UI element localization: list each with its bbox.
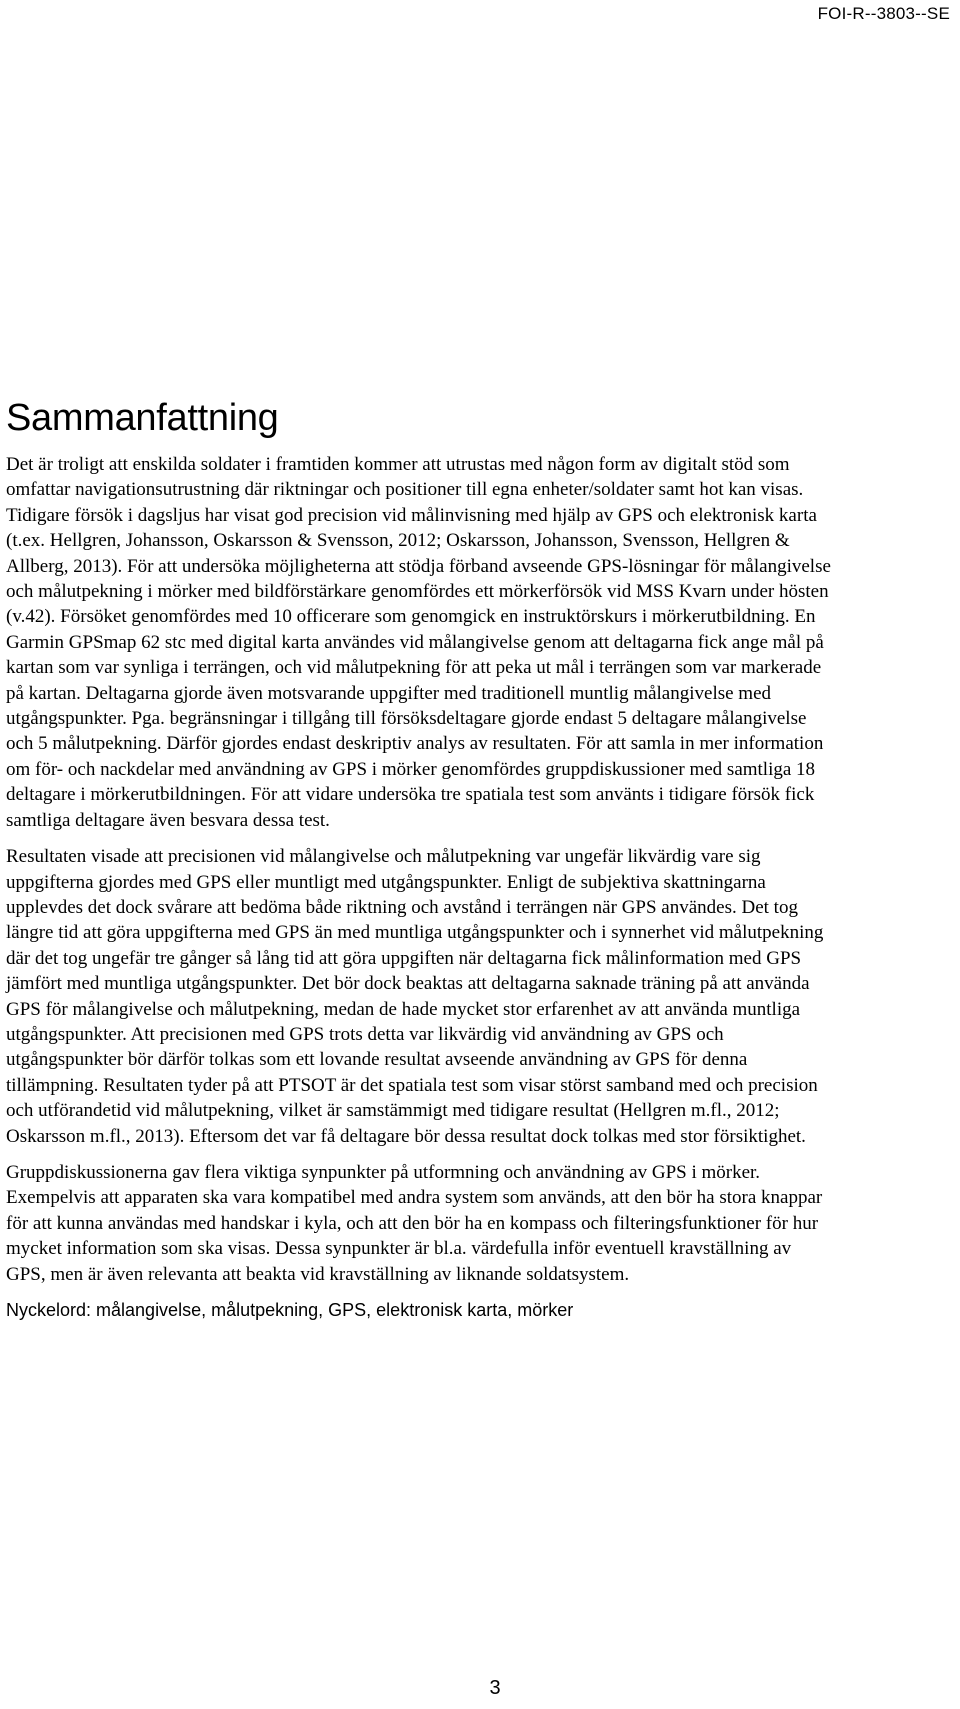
summary-paragraph-2: Resultaten visade att precisionen vid målangivelse och målutpekning var ungefär likvärdig vare sig uppgifterna gjordes med GPS eller muntligt med utgångspunkter. Enligt de subjektiva skattningarna upplevdes det dock svårare att bedöma både riktning och avstånd i terrängen när GPS användes. Det tog längre tid att göra uppgifterna med GPS än med muntliga utgångspunkter och i synnerhet vid målutpekning där det tog ungefär tre gånger så lång tid att göra uppgiften när deltagarna fick målinformation med GPS jämfört med muntliga utgångspunkter. Det bör dock beaktas att deltagarna saknade träning på att använda GPS för målangivelse och målutpekning, medan de hade mycket stor erfarenhet av att använda muntliga utgångspunkter. Att precisionen med GPS trots detta var likvärdig vid användning av GPS och utgångspunkter bör därför tolkas som ett lovande resultat avseende användning av GPS för denna tillämpning. Resultaten tyder på att PTSOT är det spatiala test som visar störst samband med och precision och utförandetid vid målutpekning, vilket är samstämmigt med tidigare resultat (Hellgren m.fl., 2012; Oskarsson m.fl., 2013). Eftersom det var få deltagare bör dessa resultat dock tolkas med stor försiktighet. — [6, 846, 824, 1147]
summary-paragraph-3: Gruppdiskussionerna gav flera viktiga synpunkter på utformning och användning av GPS i mörker. Exempelvis att apparaten ska vara kompatibel med andra system som används, att den bör ha stora knappar för att kunna användas med handskar i kyla, och att den bör ha en kompass och filteringsfunktioner för hur mycket information som ska visas. Dessa synpunkter är bl.a. värdefulla inför eventuell kravställning av GPS, men är även relevanta att beakta vid kravställning av liknande soldatsystem. — [6, 1161, 823, 1285]
page-number: 3 — [489, 1677, 501, 1699]
summary-section — [6, 398, 834, 1323]
section-title: Sammanfattning — [6, 397, 279, 439]
keywords-line: Nyckelord: målangivelse, målutpekning, GPS, elektronisk karta, mörker — [6, 1300, 574, 1320]
summary-paragraph-1: Det är troligt att enskilda soldater i framtiden kommer att utrustas med någon form av digitalt stöd som omfattar navigationsutrustning där riktningar och positioner till egna enheter/soldater samt hot kan visas. Tidigare försök i dagsljus har visat god precision vid målinvisning med hjälp av GPS och elektronisk karta (t.ex. Hellgren, Johansson, Oskarsson & Svensson, 2012; Oskarsson, Johansson, Svensson, Hellgren & Allberg, 2013). För att undersöka möjligheterna att stödja förband avseende GPS-lösningar för målangivelse och målutpekning i mörker med bildförstärkare genomfördes ett mörkerförsök vid MSS Kvarn under hösten (v.42). Försöket genomfördes med 10 officerare som genomgick en instruktörskurs i mörkerutbildning. En Garmin GPSmap 62 stc med digital karta användes vid målangivelse genom att deltagarna fick ange mål på kartan som var synliga i terrängen, och vid målutpekning för att peka ut mål i terrängen som var markerade på kartan. Deltagarna gjorde även motsvarande uppgifter med traditionell muntlig målangivelse med utgångspunkter. Pga. begränsningar i tillgång till försöksdeltagare gjorde endast 5 deltagare målangivelse och 5 målutpekning. Därför gjordes endast deskriptiv analys av resultaten. För att samla in mer information om för- och nackdelar med användning av GPS i mörker genomfördes gruppdiskussioner med samtliga 18 deltagare i mörkerutbildningen. För att vidare undersöka tre spatiala test som använts i tidigare försök fick samtliga deltagare även besvara dessa test. — [6, 454, 831, 831]
report-id: FOI-R--3803--SE — [817, 4, 950, 23]
